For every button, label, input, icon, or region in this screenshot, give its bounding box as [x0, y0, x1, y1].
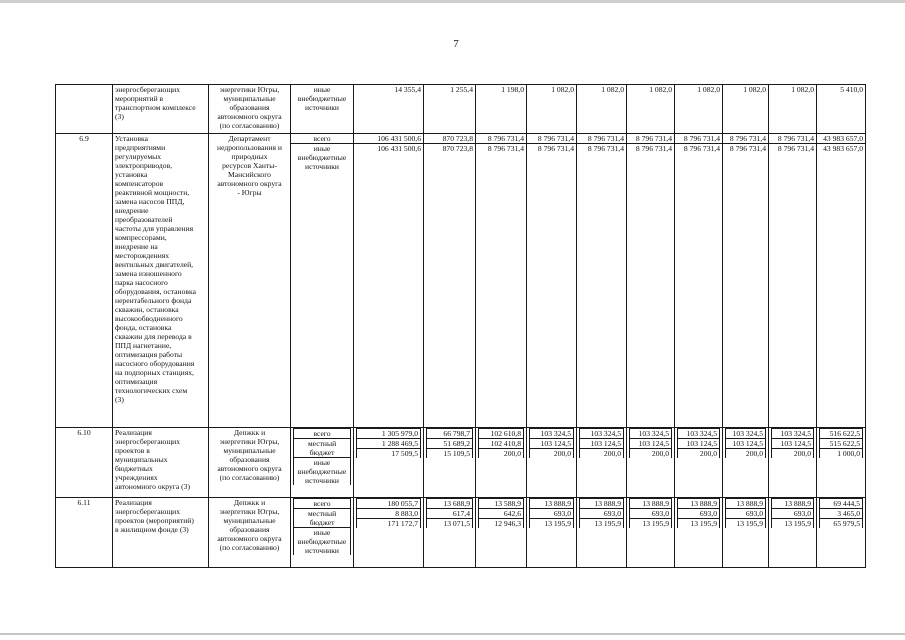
value-cell: 13 888,9: [678, 499, 720, 509]
row-number: 6.11: [56, 498, 113, 568]
value-cell: 103 124,5: [580, 439, 624, 449]
value-cell: 17 509,5: [357, 449, 421, 459]
value-cell: 103 324,5: [530, 429, 574, 439]
value-cell: 8 796 731,4: [527, 134, 577, 144]
funding-source: иные внебюджетные источники: [291, 144, 354, 428]
value-cell: 171 172,7: [357, 519, 421, 529]
row-number: 6.10: [56, 428, 113, 498]
value-cell: 200,0: [772, 449, 814, 459]
value-cell: 8 796 731,4: [476, 134, 527, 144]
table-row: [56, 428, 866, 498]
table-row: [56, 498, 866, 568]
funding-source-stack: [291, 428, 354, 498]
value-cell: 200,0: [678, 449, 720, 459]
page-number: 7: [453, 38, 459, 50]
value-cell: 13 688,9: [427, 499, 473, 509]
scan-edge-top: [0, 0, 905, 3]
value-cell: 8 796 731,4: [627, 134, 675, 144]
value-cell: 103 124,5: [726, 439, 766, 449]
value-cell: 1 082,0: [577, 85, 627, 134]
value-cell: 43 983 657,0: [817, 134, 866, 144]
value-cell: 69 444,5: [820, 499, 863, 509]
value-cell: 1 198,0: [476, 85, 527, 134]
row-number: 6.9: [56, 134, 113, 428]
value-cell: 8 796 731,4: [476, 144, 527, 428]
value-cell: 103 324,5: [678, 429, 720, 439]
value-cell: 870 723,8: [424, 134, 476, 144]
value-cell: 8 796 731,4: [577, 144, 627, 428]
funding-source: всего: [294, 499, 351, 509]
value-cell: 13 888,9: [530, 499, 574, 509]
value-cell: 8 796 731,4: [527, 144, 577, 428]
funding-source: всего: [291, 134, 354, 144]
value-cell: 106 431 500,6: [354, 144, 424, 428]
funding-source: иные внебюджетные источники: [294, 458, 351, 486]
value-stack: [424, 498, 476, 568]
table-row: [56, 85, 866, 134]
value-cell: 693,0: [630, 509, 672, 519]
value-cell: 15 109,5: [427, 449, 473, 459]
value-cell: 13 588,9: [479, 499, 524, 509]
value-cell: 642,6: [479, 509, 524, 519]
value-cell: 103 124,5: [530, 439, 574, 449]
value-cell: 8 796 731,4: [675, 134, 723, 144]
value-stack: [577, 428, 627, 498]
value-cell: 13 195,9: [772, 519, 814, 529]
scan-edge-bottom: [0, 633, 905, 635]
value-cell: 180 055,7: [357, 499, 421, 509]
value-stack: [354, 498, 424, 568]
value-cell: 1 288 469,5: [357, 439, 421, 449]
value-cell: 693,0: [580, 509, 624, 519]
value-cell: 8 796 731,4: [577, 134, 627, 144]
value-stack: [675, 498, 723, 568]
value-stack: [424, 428, 476, 498]
value-cell: 693,0: [772, 509, 814, 519]
measure-name: Установка предприятиями регулируемых электроприводов, установка компенсаторов реактивной мощности, замена насосов ППД, внедрение преобразователей частоты для управления компрессорами, внедрение на месторождениях вентильных двигателей, замена изношенного парка насосного оборудования, остановка нерентабельного фонда скважин, остановка высокообводненного фонда, остановка скважин для перевода в ППД нагнетание, оптимизация работы насосного оборудования на подпорных станциях, оптимизация технологических схем (3): [113, 134, 209, 428]
funding-source: иные внебюджетные источники: [291, 85, 354, 134]
value-cell: 43 983 657,0: [817, 144, 866, 428]
value-cell: 8 796 731,4: [675, 144, 723, 428]
value-cell: 200,0: [479, 449, 524, 459]
table-row: [56, 134, 866, 144]
value-cell: 103 324,5: [630, 429, 672, 439]
value-cell: 200,0: [630, 449, 672, 459]
measure-name: Реализация энергосберегающих проектов в муниципальных бюджетных учреждениях автономного округа (3): [113, 428, 209, 498]
value-cell: 8 796 731,4: [627, 144, 675, 428]
executor: Департамент недропользования и природных ресурсов Ханты- Мансийского автономного округа - Югры: [209, 134, 291, 428]
value-cell: 693,0: [726, 509, 766, 519]
value-stack: [817, 498, 866, 568]
row-number: [56, 85, 113, 134]
value-cell: 65 979,5: [820, 519, 863, 529]
value-cell: 693,0: [678, 509, 720, 519]
value-stack: [354, 428, 424, 498]
value-cell: 515 622,5: [820, 439, 863, 449]
funding-source: местный бюджет: [294, 509, 351, 528]
value-stack: [769, 498, 817, 568]
value-cell: 8 796 731,4: [723, 144, 769, 428]
value-cell: 103 324,5: [772, 429, 814, 439]
value-cell: 103 324,5: [726, 429, 766, 439]
value-cell: 103 124,5: [630, 439, 672, 449]
value-cell: 8 796 731,4: [769, 134, 817, 144]
value-cell: 1 255,4: [424, 85, 476, 134]
value-cell: 66 798,7: [427, 429, 473, 439]
value-cell: 1 000,0: [820, 449, 863, 459]
value-cell: 103 324,5: [580, 429, 624, 439]
value-stack: [627, 498, 675, 568]
value-cell: 1 082,0: [527, 85, 577, 134]
value-cell: 693,0: [530, 509, 574, 519]
value-stack: [723, 498, 769, 568]
measure-name: энергосберегающих мероприятий в транспортном комплексе (3): [113, 85, 209, 134]
value-cell: 200,0: [726, 449, 766, 459]
value-cell: 1 082,0: [675, 85, 723, 134]
value-cell: 8 796 731,4: [769, 144, 817, 428]
funding-source: всего: [294, 429, 351, 439]
value-stack: [476, 428, 527, 498]
value-cell: 3 465,0: [820, 509, 863, 519]
value-stack: [817, 428, 866, 498]
value-cell: 14 355,4: [354, 85, 424, 134]
value-cell: 13 888,9: [726, 499, 766, 509]
value-cell: 13 071,5: [427, 519, 473, 529]
funding-source: местный бюджет: [294, 439, 351, 458]
funding-source-stack: [291, 498, 354, 568]
value-stack: [476, 498, 527, 568]
value-cell: 13 195,9: [630, 519, 672, 529]
value-cell: 5 410,0: [817, 85, 866, 134]
value-stack: [577, 498, 627, 568]
value-cell: 8 883,0: [357, 509, 421, 519]
value-stack: [769, 428, 817, 498]
funding-table: [55, 84, 866, 568]
value-cell: 1 082,0: [723, 85, 769, 134]
executor: Депжкк и энергетики Югры, муниципальные образования автономного округа (по согласованию): [209, 428, 291, 498]
executor: Депжкк и энергетики Югры, муниципальные образования автономного округа (по согласованию): [209, 498, 291, 568]
value-cell: 102 410,8: [479, 439, 524, 449]
value-cell: 13 195,9: [530, 519, 574, 529]
value-stack: [527, 428, 577, 498]
funding-source: иные внебюджетные источники: [294, 528, 351, 556]
value-cell: 200,0: [530, 449, 574, 459]
value-cell: 102 610,8: [479, 429, 524, 439]
value-cell: 13 888,9: [580, 499, 624, 509]
value-cell: 870 723,8: [424, 144, 476, 428]
measure-name: Реализация энергосберегающих проектов (мероприятий) в жилищном фонде (3): [113, 498, 209, 568]
value-cell: 8 796 731,4: [723, 134, 769, 144]
value-cell: 200,0: [580, 449, 624, 459]
value-cell: 51 689,2: [427, 439, 473, 449]
executor: энергетики Югры, муниципальные образования автономного округа (по согласованию): [209, 85, 291, 134]
value-cell: 103 124,5: [772, 439, 814, 449]
value-stack: [627, 428, 675, 498]
value-cell: 1 082,0: [627, 85, 675, 134]
value-cell: 13 195,9: [726, 519, 766, 529]
value-cell: 1 305 979,0: [357, 429, 421, 439]
value-cell: 13 195,9: [580, 519, 624, 529]
value-cell: 103 124,5: [678, 439, 720, 449]
value-cell: 106 431 500,6: [354, 134, 424, 144]
value-cell: 13 888,9: [772, 499, 814, 509]
value-stack: [675, 428, 723, 498]
value-cell: 13 888,9: [630, 499, 672, 509]
value-cell: 516 622,5: [820, 429, 863, 439]
value-cell: 617,4: [427, 509, 473, 519]
value-stack: [723, 428, 769, 498]
value-cell: 1 082,0: [769, 85, 817, 134]
value-cell: 12 946,3: [479, 519, 524, 529]
value-stack: [527, 498, 577, 568]
value-cell: 13 195,9: [678, 519, 720, 529]
